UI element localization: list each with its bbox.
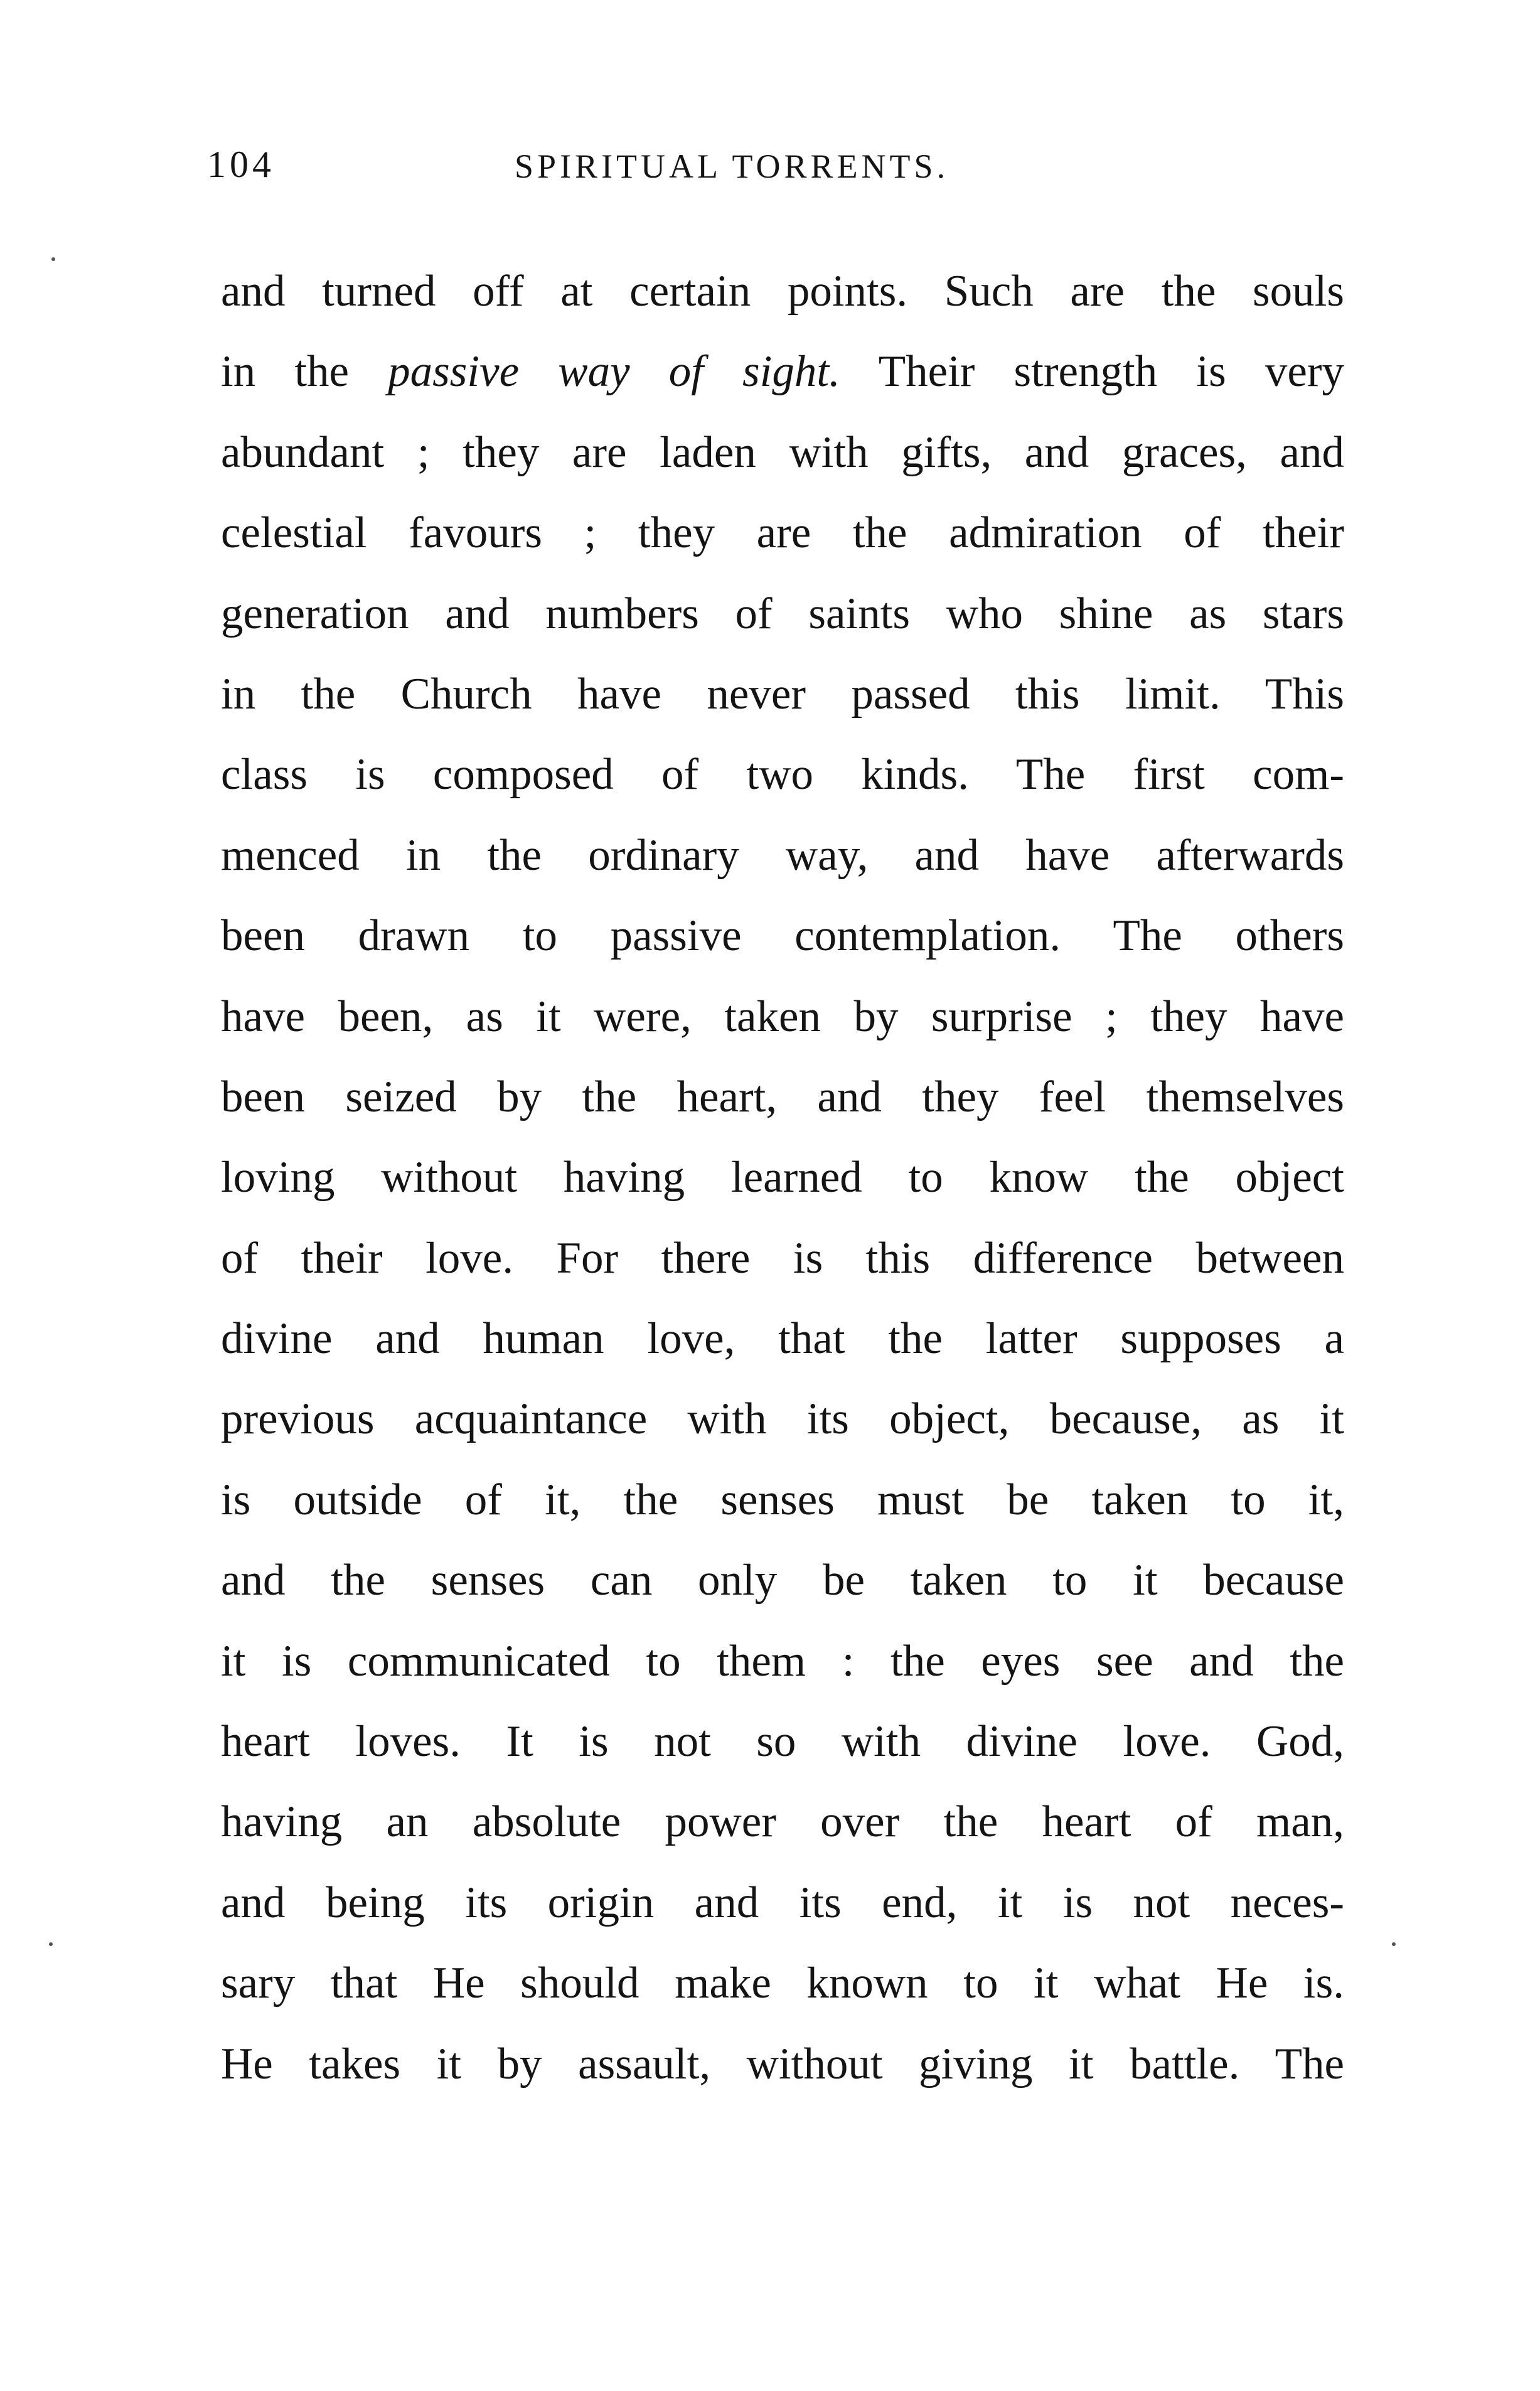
text-line: heart loves. It is not so with divine love. God, — [221, 1717, 1344, 1767]
text-line: been seized by the heart, and they feel themselves — [221, 1072, 1344, 1121]
scan-speck — [49, 1942, 53, 1946]
text-line: in the Church have never passed this limit. This — [221, 669, 1344, 719]
text-line: divine and human love, that the latter supposes a — [221, 1314, 1344, 1364]
text-line-end: Their strength is very — [840, 347, 1344, 397]
text-line: class is composed of two kinds. The first com- — [221, 750, 1344, 800]
italic-phrase: passive way of sight. — [388, 347, 840, 397]
body-text — [221, 251, 1344, 2104]
text-line: and being its origin and its end, it is not neces- — [221, 1878, 1344, 1927]
page-header — [0, 143, 1540, 193]
text-line: have been, as it were, taken by surprise ; they have — [221, 992, 1344, 1041]
text-line: generation and numbers of saints who shine as stars — [221, 589, 1344, 638]
text-line: and turned off at certain points. Such are the souls — [221, 267, 1344, 316]
text-line: having an absolute power over the heart of man, — [221, 1797, 1344, 1847]
text-line-start: in the — [221, 347, 388, 397]
text-line: menced in the ordinary way, and have afterwards — [221, 830, 1344, 880]
text-line: and the senses can only be taken to it because — [221, 1556, 1344, 1605]
text-line: loving without having learned to know the object — [221, 1153, 1344, 1202]
text-line: is outside of it, the senses must be taken to it, — [221, 1475, 1344, 1524]
scan-speck — [51, 257, 55, 261]
text-line: of their love. For there is this difference between — [221, 1233, 1344, 1283]
page-number: 104 — [207, 144, 275, 185]
scan-speck — [1392, 1942, 1396, 1946]
text-line: previous acquaintance with its object, because, as it — [221, 1394, 1344, 1444]
text-line — [221, 331, 1344, 412]
text-line: celestial favours ; they are the admiration of their — [221, 508, 1344, 558]
text-line: abundant ; they are laden with gifts, and graces, and — [221, 427, 1344, 477]
text-line: been drawn to passive contemplation. The others — [221, 911, 1344, 961]
text-line: it is communicated to them : the eyes see and the — [221, 1636, 1344, 1686]
running-head: SPIRITUAL TORRENTS. — [515, 147, 949, 185]
text-line: He takes it by assault, without giving it battle. The — [221, 2039, 1344, 2089]
text-line: sary that He should make known to it what He is. — [221, 1959, 1344, 2008]
